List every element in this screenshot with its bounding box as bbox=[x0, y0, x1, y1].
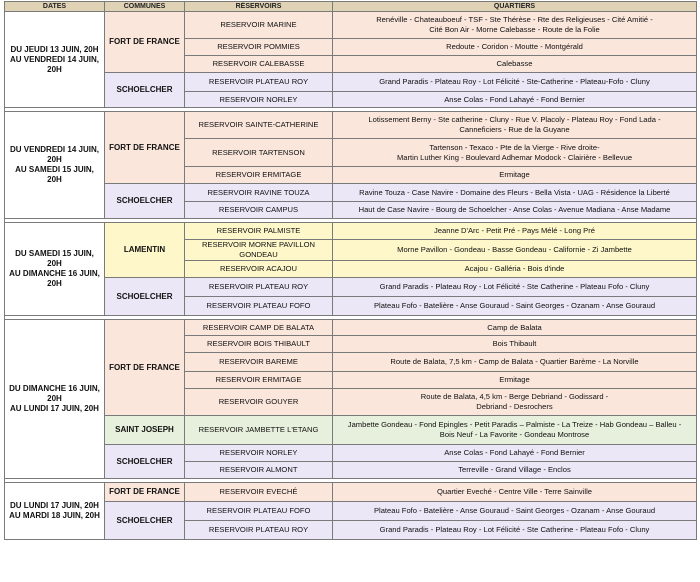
reservoir-name: RESERVOIR BOIS THIBAULT bbox=[185, 336, 333, 353]
reservoir-name: RESERVOIR NORLEY bbox=[185, 445, 333, 462]
commune-name: SCHOELCHER bbox=[105, 73, 185, 108]
commune-name: SCHOELCHER bbox=[105, 502, 185, 540]
table-row bbox=[5, 278, 697, 297]
reservoir-name: RESERVOIR PLATEAU FOFO bbox=[185, 502, 333, 521]
commune-name: FORT DE FRANCE bbox=[105, 320, 185, 416]
quartiers-list bbox=[333, 483, 697, 502]
quartiers-list bbox=[333, 202, 697, 219]
reservoir-name: RESERVOIR MORNE PAVILLON GONDEAU bbox=[185, 240, 333, 261]
quartiers-line: Ermitage bbox=[499, 375, 530, 384]
header-dates: DATES bbox=[5, 2, 105, 12]
quartiers-line: Martin Luther King - Boulevard Adhemar Modock - Clairière - Bellevue bbox=[396, 152, 633, 162]
quartiers-list bbox=[333, 112, 697, 139]
quartiers-list bbox=[333, 336, 697, 353]
quartiers-line: Canneficiers - Rue de la Guyane bbox=[459, 125, 570, 134]
quartiers-line: Route de Balata, 4,5 km - Berge Debriand - Godissard - bbox=[420, 392, 609, 401]
schedule-body bbox=[5, 12, 697, 540]
quartiers-list bbox=[333, 56, 697, 73]
reservoir-name: RESERVOIR MARINE bbox=[185, 12, 333, 39]
period-dates-line: AU VENDREDI 14 JUIN, bbox=[10, 54, 99, 64]
reservoir-name: RESERVOIR JAMBETTE L'ETANG bbox=[185, 416, 333, 445]
quartiers-list bbox=[333, 462, 697, 479]
quartiers-line: Camp de Balata bbox=[487, 322, 542, 332]
quartiers-list bbox=[333, 502, 697, 521]
reservoir-name: RESERVOIR BAREME bbox=[185, 353, 333, 372]
commune-name: FORT DE FRANCE bbox=[105, 12, 185, 73]
reservoir-name: RESERVOIR CAMP DE BALATA bbox=[185, 320, 333, 336]
quartiers-list bbox=[333, 416, 697, 445]
quartiers-list bbox=[333, 389, 697, 416]
quartiers-list bbox=[333, 73, 697, 92]
table-row bbox=[5, 320, 697, 336]
table-row bbox=[5, 184, 697, 202]
quartiers-line: Plateau Fofo - Batelière - Anse Gouraud - Saint Georges - Ozanam - Anse Gouraud bbox=[373, 506, 656, 515]
quartiers-line: Quartier Eveché - Centre Ville - Terre Sainville bbox=[436, 487, 593, 496]
period-dates-line: DU SAMEDI 15 JUIN, 20H bbox=[15, 249, 94, 268]
quartiers-list bbox=[333, 320, 697, 336]
quartiers-list bbox=[333, 353, 697, 372]
quartiers-list bbox=[333, 184, 697, 202]
reservoir-name: RESERVOIR PLATEAU ROY bbox=[185, 521, 333, 540]
period-dates-line: AU DIMANCHE 16 JUIN, bbox=[9, 269, 100, 278]
table-row bbox=[5, 73, 697, 92]
reservoir-name: RESERVOIR SAINTE-CATHERINE bbox=[185, 112, 333, 139]
reservoir-name: RESERVOIR GOUYER bbox=[185, 389, 333, 416]
period-dates-line: 20H bbox=[47, 279, 62, 288]
quartiers-list bbox=[333, 92, 697, 108]
reservoir-name: RESERVOIR ERMITAGE bbox=[185, 167, 333, 184]
quartiers-line: Anse Colas - Fond Lahayé - Fond Bernier bbox=[444, 448, 585, 457]
period-dates-line: DU JEUDI 13 JUIN, 20H bbox=[10, 44, 99, 54]
quartiers-list bbox=[333, 12, 697, 39]
quartiers-line: Bois Neuf - La Favorite - Gondeau Montrose bbox=[439, 430, 590, 439]
header-quartiers: QUARTIERS bbox=[333, 2, 697, 12]
quartiers-list bbox=[333, 39, 697, 56]
reservoir-name: RESERVOIR CAMPUS bbox=[185, 202, 333, 219]
reservoir-name: RESERVOIR EVECHÉ bbox=[185, 483, 333, 502]
quartiers-line: Calebasse bbox=[496, 59, 533, 68]
reservoir-name: RESERVOIR ALMONT bbox=[185, 462, 333, 479]
reservoir-name: RESERVOIR PLATEAU ROY bbox=[185, 278, 333, 297]
quartiers-line: Lotissement Berny - Ste catherine - Cluny - Rue V. Placoly - Plateau Roy - Fond Lada - bbox=[368, 115, 661, 124]
quartiers-line: Jambette Gondeau - Fond Epingles - Petit Paradis – Palmiste - La Treize - Hab Gondeau – Balleu - bbox=[347, 420, 682, 429]
commune-name: SCHOELCHER bbox=[105, 184, 185, 219]
quartiers-line: Route de Balata, 7,5 km - Camp de Balata - Quartier Barème - La Norville bbox=[390, 357, 639, 366]
reservoir-name: RESERVOIR PLATEAU ROY bbox=[185, 73, 333, 92]
table-row bbox=[5, 502, 697, 521]
table-row bbox=[5, 223, 697, 240]
quartiers-line: Plateau Fofo - Batelière - Anse Gouraud - Saint Georges - Ozanam - Anse Gouraud bbox=[373, 301, 656, 310]
quartiers-line: Morne Pavillon - Gondeau - Basse Gondeau - Californie - Zi Jambette bbox=[397, 245, 632, 254]
quartiers-list bbox=[333, 167, 697, 184]
reservoir-name: RESERVOIR PLATEAU FOFO bbox=[185, 297, 333, 316]
period-dates bbox=[5, 320, 105, 479]
table-row bbox=[5, 12, 697, 39]
quartiers-line: Bois Thibault bbox=[492, 339, 537, 348]
quartiers-line: Haut de Case Navire - Bourg de Schoelcher - Anse Colas - Avenue Madiana - Anse Madame bbox=[358, 205, 671, 214]
quartiers-line: Ermitage bbox=[499, 170, 530, 179]
header-row bbox=[5, 2, 697, 12]
period-dates-line: AU MARDI 18 JUIN, 20H bbox=[9, 511, 100, 520]
quartiers-line: Grand Paradis - Plateau Roy - Lot Félicité - Ste Catherine - Plateau Fofo - Cluny bbox=[379, 525, 650, 534]
header-reservoirs: RÉSERVOIRS bbox=[185, 2, 333, 12]
quartiers-list bbox=[333, 223, 697, 240]
reservoir-name: RESERVOIR POMMIES bbox=[185, 39, 333, 56]
quartiers-line: Grand Paradis - Plateau Roy - Lot Félicité - Ste Catherine - Plateau Fofo - Cluny bbox=[379, 282, 650, 291]
water-cut-schedule-table bbox=[4, 1, 697, 540]
table-row bbox=[5, 416, 697, 445]
period-dates-line: DU LUNDI 17 JUIN, 20H bbox=[10, 501, 99, 510]
commune-name: SCHOELCHER bbox=[105, 278, 185, 316]
quartiers-list bbox=[333, 372, 697, 389]
period-dates-line: DU DIMANCHE 16 JUIN, bbox=[9, 384, 100, 393]
quartiers-line: Grand Paradis - Plateau Roy - Lot Félicité - Ste-Catherine - Plateau-Fofo - Cluny bbox=[379, 77, 650, 86]
quartiers-list bbox=[333, 445, 697, 462]
table-row bbox=[5, 112, 697, 139]
quartiers-list bbox=[333, 261, 697, 278]
reservoir-name: RESERVOIR CALEBASSE bbox=[185, 56, 333, 73]
period-dates bbox=[5, 223, 105, 316]
reservoir-name: RESERVOIR ERMITAGE bbox=[185, 372, 333, 389]
period-dates bbox=[5, 112, 105, 219]
reservoir-name: RESERVOIR PALMISTE bbox=[185, 223, 333, 240]
reservoir-name: RESERVOIR TARTENSON bbox=[185, 139, 333, 167]
commune-name: SCHOELCHER bbox=[105, 445, 185, 479]
quartiers-line: Ravine Touza - Case Navire - Domaine des Fleurs - Bella Vista - UAG - Résidence la Liberté bbox=[359, 187, 670, 197]
quartiers-line: Redoute - Coridon - Moutte - Montgérald bbox=[446, 42, 583, 51]
reservoir-name: RESERVOIR NORLEY bbox=[185, 92, 333, 108]
period-dates-line: AU LUNDI 17 JUIN, 20H bbox=[10, 404, 99, 413]
period-dates-line: 20H bbox=[47, 155, 62, 164]
table-row bbox=[5, 445, 697, 462]
quartiers-list bbox=[333, 297, 697, 316]
period-dates bbox=[5, 12, 105, 108]
period-dates-line: 20H bbox=[47, 394, 62, 403]
header-communes: COMMUNES bbox=[105, 2, 185, 12]
commune-name: LAMENTIN bbox=[105, 223, 185, 278]
period-dates-line: AU SAMEDI 15 JUIN, 20H bbox=[15, 165, 94, 184]
commune-name: FORT DE FRANCE bbox=[105, 483, 185, 502]
period-dates-line: 20H bbox=[47, 64, 62, 74]
quartiers-line: Terreville - Grand Village - Enclos bbox=[458, 465, 571, 474]
quartiers-line: Renéville - Chateauboeuf - TSF - Ste Thérèse - Rte des Religieuses - Cité Amitié - bbox=[376, 15, 653, 24]
quartiers-line: Debriand - Desrochers bbox=[476, 402, 553, 411]
quartiers-list bbox=[333, 139, 697, 167]
reservoir-name: RESERVOIR RAVINE TOUZA bbox=[185, 184, 333, 202]
period-dates-line: DU VENDREDI 14 JUIN, bbox=[10, 145, 99, 154]
reservoir-name: RESERVOIR ACAJOU bbox=[185, 261, 333, 278]
quartiers-line: Tartenson - Texaco - Pte de la Vierge - Rive droite- bbox=[429, 142, 600, 152]
commune-name: SAINT JOSEPH bbox=[105, 416, 185, 445]
table-row bbox=[5, 483, 697, 502]
quartiers-list bbox=[333, 521, 697, 540]
quartiers-list bbox=[333, 240, 697, 261]
quartiers-line: Cité Bon Air - Morne Calebasse - Route de la Folie bbox=[429, 25, 600, 34]
commune-name: FORT DE FRANCE bbox=[105, 112, 185, 184]
quartiers-line: Jeanne D'Arc - Petit Pré - Pays Mélé - Long Pré bbox=[434, 226, 595, 235]
period-dates bbox=[5, 483, 105, 540]
quartiers-line: Acajou - Galléria - Bois d'inde bbox=[464, 264, 565, 273]
quartiers-line: Anse Colas - Fond Lahayé - Fond Bernier bbox=[444, 94, 585, 104]
quartiers-list bbox=[333, 278, 697, 297]
